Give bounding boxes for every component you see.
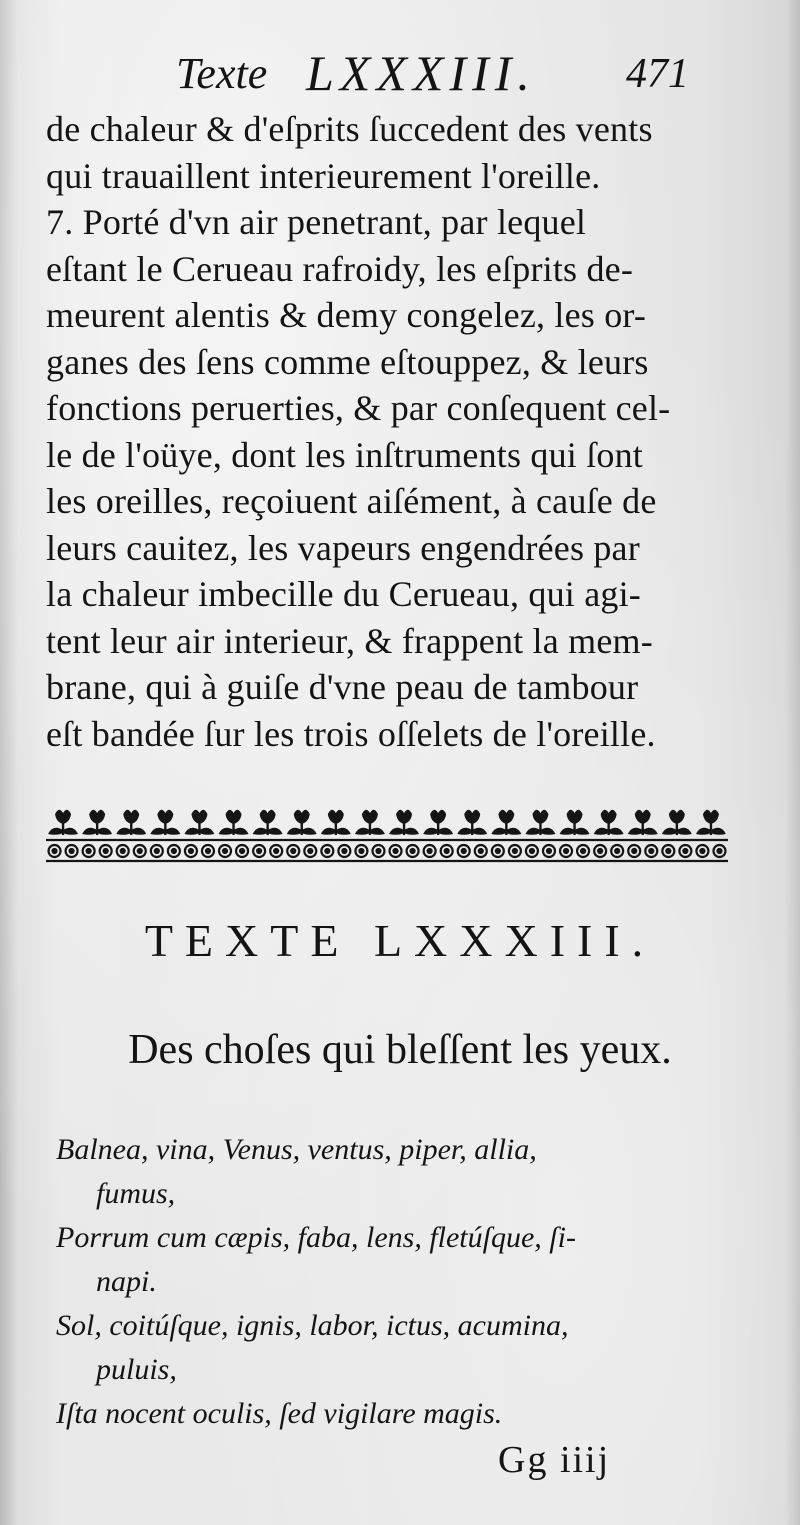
body-line: qui trauaillent interieurement l'oreille. <box>46 155 601 196</box>
body-line: eſtant le Cerueau rafroidy, les eſprits de- <box>46 248 634 289</box>
body-line: ganes des ſens comme eſtouppez, & leurs <box>46 341 649 382</box>
body-line: la chaleur imbecille du Cerueau, qui agi- <box>46 574 641 614</box>
ornament-flower-icon <box>662 810 692 835</box>
signature-mark: Gg iiij <box>498 1439 611 1481</box>
ornament-flower-icon <box>355 810 385 835</box>
body-line: tent leur air interieur, & frappent la mem- <box>46 620 653 661</box>
body-text <box>46 106 736 757</box>
running-head-number: LXXXIII. <box>306 45 536 101</box>
body-line: le de l'oüye, dont les inſtruments qui ſont <box>46 434 644 475</box>
verse-line: Porrum cum cæpis, faba, lens, fletúſque, ſi- <box>56 1221 576 1254</box>
ornament-flower-icon <box>525 810 555 835</box>
ornament-flower-icon <box>457 810 487 835</box>
ornament-flower-icon <box>82 810 112 835</box>
verse-line: Iſta nocent oculis, ſed vigilare magis. <box>56 1397 503 1430</box>
body-line: meurent alentis & demy congelez, les or- <box>46 295 647 335</box>
section-subtitle: Des choſes qui bleſſent les yeux. <box>128 1027 672 1073</box>
page-number: 471 <box>626 51 689 97</box>
running-head <box>0 44 800 104</box>
verse-line: fumus, <box>96 1177 176 1210</box>
verse-line: Sol, coitúſque, ignis, labor, ictus, acumina, <box>56 1309 569 1342</box>
ornament-flower-icon <box>116 810 146 835</box>
body-line: 7. Porté d'vn air penetrant, par lequel <box>46 202 587 242</box>
latin-verse <box>56 1128 756 1436</box>
ornament-flower-icon <box>423 810 453 835</box>
printers-ornament-band <box>46 806 728 864</box>
ornament-flower-icon <box>594 810 624 835</box>
verse-line: napi. <box>96 1265 157 1298</box>
body-line: les oreilles, reçoiuent aiſément, à cauſe de <box>46 481 657 521</box>
body-line: eſt bandée ſur les trois oſſelets de l'oreille. <box>46 713 656 754</box>
body-line: leurs cauitez, les vapeurs engendrées par <box>46 527 640 568</box>
verse-line: Balnea, vina, Venus, ventus, piper, allia, <box>56 1133 537 1166</box>
ornament-flower-icon <box>219 810 249 835</box>
section-title: TEXTE LXXXIII. <box>144 915 656 966</box>
ornament-flower-icon <box>184 810 214 835</box>
ornament-flower-icon <box>150 810 180 835</box>
running-head-texte: Texte <box>176 49 268 98</box>
ornament-flower-icon <box>48 810 78 835</box>
ornament-flower-icon <box>491 810 521 835</box>
ornament-flower-icon <box>253 810 283 835</box>
body-line: fonctions peruerties, & par conſequent cel- <box>46 388 671 428</box>
ornament-flower-icon <box>560 810 590 835</box>
ornament-flower-icon <box>321 810 351 835</box>
verse-line: puluis, <box>96 1353 177 1386</box>
ornament-flower-icon <box>696 810 726 835</box>
ornament-flower-icon <box>287 810 317 835</box>
body-line: brane, qui à guiſe d'vne peau de tambour <box>46 667 639 707</box>
ornament-flower-icon <box>628 810 658 835</box>
ornament-flower-icon <box>389 810 419 835</box>
body-line: de chaleur & d'eſprits ſuccedent des vents <box>46 109 653 149</box>
